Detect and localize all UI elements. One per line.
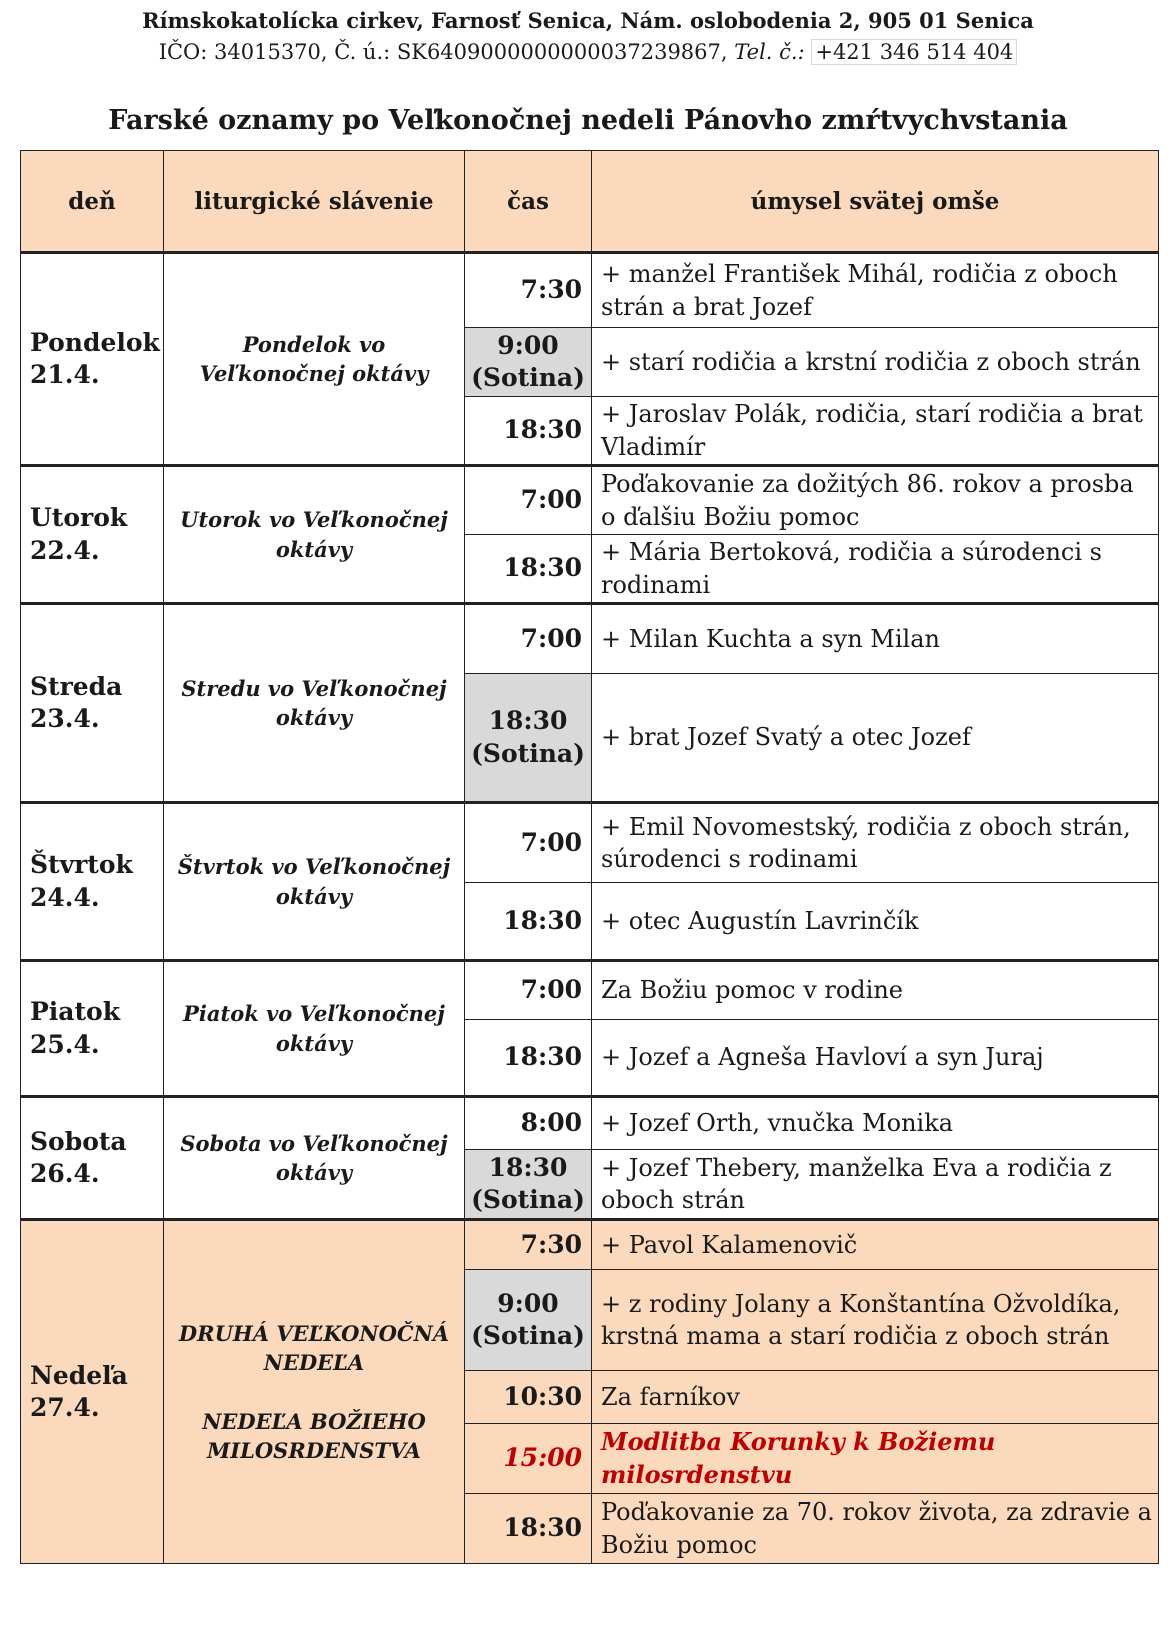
- day-date: 27.4.: [30, 1393, 100, 1422]
- liturgy-cell: Pondelok vo Veľkonočnej oktávy: [164, 253, 465, 466]
- day-name: Sobota: [30, 1126, 127, 1156]
- time-cell: [465, 674, 592, 803]
- col-header-intention: úmysel svätej omše: [592, 151, 1159, 253]
- time-cell: 7:00: [465, 961, 592, 1020]
- location-note: (Sotina): [471, 1185, 585, 1214]
- table-row: [21, 961, 1159, 1020]
- time-cell: 7:30: [465, 253, 592, 328]
- time-cell: 18:30: [465, 1494, 592, 1564]
- day-name: Piatok: [30, 997, 121, 1026]
- time-cell: [465, 1270, 592, 1371]
- page-title: Farské oznamy po Veľkonočnej nedeli Pánovho zmŕtvychvstania: [108, 105, 1068, 136]
- time-cell: 18:30: [465, 1020, 592, 1097]
- intention-cell: Poďakovanie za 70. rokov života, za zdravie a Božiu pomoc: [592, 1494, 1159, 1564]
- location-note: (Sotina): [471, 738, 585, 768]
- day-cell: [21, 1220, 164, 1564]
- location-note: (Sotina): [471, 1321, 585, 1350]
- mass-schedule-table: [20, 150, 1159, 1564]
- tel-label: Tel. č.:: [734, 40, 805, 64]
- intention-cell: Poďakovanie za dožitých 86. rokov a prosba o ďalšiu Božiu pomoc: [592, 466, 1159, 535]
- time-cell: [465, 1150, 592, 1220]
- day-date: 23.4.: [30, 704, 100, 733]
- parish-header-line2: [0, 40, 1176, 64]
- intention-cell: + brat Jozef Svatý a otec Jozef: [592, 674, 1159, 803]
- day-name: Pondelok: [30, 327, 160, 357]
- liturgy-cell: Utorok vo Veľkonočnej oktávy: [164, 466, 465, 604]
- tel-value: +421 346 514 404: [811, 39, 1017, 65]
- ico-account: IČO: 34015370, Č. ú.: SK6409000000000037239867,: [158, 40, 728, 64]
- col-header-time: čas: [465, 151, 592, 253]
- intention-cell: + Pavol Kalamenovič: [592, 1220, 1159, 1270]
- table-row: [21, 1097, 1159, 1150]
- intention-cell: + Jozef a Agneša Havloví a syn Juraj: [592, 1020, 1159, 1097]
- table-header-row: [21, 151, 1159, 253]
- time-cell: [465, 328, 592, 397]
- col-header-day: deň: [21, 151, 164, 253]
- intention-cell: Modlitba Korunky k Božiemu milosrdenstvu: [592, 1424, 1159, 1494]
- table-row: [21, 466, 1159, 535]
- day-cell: [21, 961, 164, 1097]
- intention-cell: + Jozef Thebery, manželka Eva a rodičia z oboch strán: [592, 1150, 1159, 1220]
- liturgy-name: DRUHÁ VEĽKONOČNÁ NEDEĽA: [178, 1320, 450, 1375]
- intention-cell: + Milan Kuchta a syn Milan: [592, 604, 1159, 674]
- liturgy-cell: [164, 1220, 465, 1564]
- liturgy-cell: Piatok vo Veľkonočnej oktávy: [164, 961, 465, 1097]
- time-cell: 15:00: [465, 1424, 592, 1494]
- time-cell: 7:00: [465, 803, 592, 883]
- location-note: (Sotina): [471, 363, 585, 392]
- intention-cell: + Emil Novomestský, rodičia z oboch strán, súrodenci s rodinami: [592, 803, 1159, 883]
- intention-cell: + Mária Bertoková, rodičia a súrodenci s rodinami: [592, 535, 1159, 604]
- table-row: [21, 1220, 1159, 1270]
- intention-cell: Za farníkov: [592, 1371, 1159, 1424]
- day-date: 24.4.: [30, 882, 100, 912]
- time-value: 9:00: [497, 330, 559, 360]
- time-value: 18:30: [488, 706, 568, 735]
- parish-header-line1: Rímskokatolícka cirkev, Farnosť Senica, Nám. oslobodenia 2, 905 01 Senica: [142, 8, 1034, 33]
- col-header-liturgy: liturgické slávenie: [164, 151, 465, 253]
- intention-cell: + Jozef Orth, vnučka Monika: [592, 1097, 1159, 1150]
- time-cell: 7:00: [465, 604, 592, 674]
- intention-cell: + manžel František Mihál, rodičia z oboch strán a brat Jozef: [592, 253, 1159, 328]
- liturgy-cell: Štvrtok vo Veľkonočnej oktávy: [164, 803, 465, 961]
- time-cell: 18:30: [465, 535, 592, 604]
- table-row: [21, 803, 1159, 883]
- day-cell: [21, 466, 164, 604]
- table-row: [21, 253, 1159, 328]
- intention-cell: + otec Augustín Lavrinčík: [592, 883, 1159, 961]
- day-cell: [21, 253, 164, 466]
- time-cell: 10:30: [465, 1371, 592, 1424]
- time-cell: 7:30: [465, 1220, 592, 1270]
- day-date: 25.4.: [30, 1029, 100, 1059]
- time-cell: 18:30: [465, 883, 592, 961]
- liturgy-name-2: NEDEĽA BOŽIEHO MILOSRDENSTVA: [202, 1408, 426, 1464]
- day-name: Streda: [30, 671, 123, 701]
- liturgy-cell: Sobota vo Veľkonočnej oktávy: [164, 1097, 465, 1220]
- time-value: 18:30: [488, 1152, 568, 1182]
- day-date: 26.4.: [30, 1159, 100, 1188]
- time-value: 9:00: [497, 1288, 559, 1318]
- liturgy-cell: Stredu vo Veľkonočnej oktávy: [164, 604, 465, 803]
- day-cell: [21, 1097, 164, 1220]
- intention-cell: + z rodiny Jolany a Konštantína Ožvoldíka, krstná mama a starí rodičia z oboch strán: [592, 1270, 1159, 1371]
- time-cell: 8:00: [465, 1097, 592, 1150]
- intention-cell: Za Božiu pomoc v rodine: [592, 961, 1159, 1020]
- day-cell: [21, 803, 164, 961]
- day-date: 22.4.: [30, 535, 100, 565]
- table-row: [21, 604, 1159, 674]
- time-cell: 7:00: [465, 466, 592, 535]
- time-cell: 18:30: [465, 397, 592, 466]
- day-name: Nedeľa: [30, 1360, 128, 1390]
- intention-cell: + starí rodičia a krstní rodičia z oboch strán: [592, 328, 1159, 397]
- intention-cell: + Jaroslav Polák, rodičia, starí rodičia a brat Vladimír: [592, 397, 1159, 466]
- day-date: 21.4.: [30, 360, 100, 389]
- day-name: Štvrtok: [30, 850, 133, 879]
- day-name: Utorok: [30, 503, 128, 532]
- day-cell: [21, 604, 164, 803]
